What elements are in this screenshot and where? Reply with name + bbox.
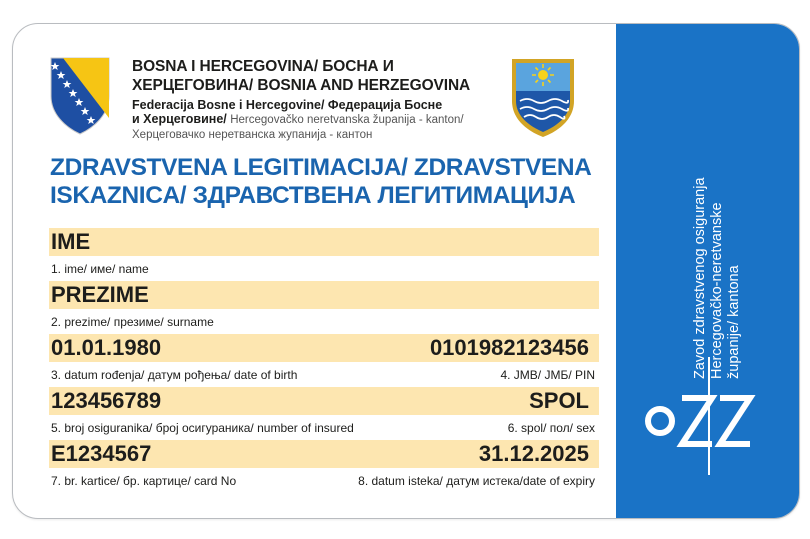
jmb-label: 4. JMB/ ЈМБ/ PIN [500, 368, 595, 382]
institution-line-3: županije/ kantona [726, 265, 742, 379]
insured-value: 123456789 [51, 388, 162, 413]
surname-label: 2. prezime/ презиме/ surname [51, 315, 214, 329]
header-line-2: ХЕРЦЕГОВИНА/ BOSNIA AND HERZEGOVINA [132, 77, 471, 94]
header-line-4-light: Hercegovačko neretvanska županija - kanton/ [230, 114, 464, 126]
insured-label: 5. broj osiguranika/ број осигураника/ number of insured [51, 421, 354, 435]
jmb-value: 0101982123456 [429, 335, 589, 360]
dob-band [49, 334, 599, 362]
dob-label: 3. datum rođenja/ датум рођења/ date of birth [51, 368, 298, 382]
institution-panel [616, 24, 799, 518]
institution-line-2: Hercegovačko-neretvanske [709, 202, 725, 379]
hnk-canton-coat-of-arms-icon [510, 57, 576, 139]
sex-value: SPOL [529, 388, 589, 413]
header-line-3: Federacija Bosne i Hercegovine/ Федерација Босне [132, 98, 443, 112]
bih-coat-of-arms-icon [49, 56, 111, 136]
header-line-4-bold: и Херцеговине/ [132, 112, 227, 126]
sex-label: 6. spol/ пол/ sex [507, 421, 595, 435]
name-band [49, 228, 599, 256]
card-title [50, 154, 591, 210]
name-label: 1. ime/ име/ name [51, 262, 149, 276]
header-line-1: BOSNA I HERCEGOVINA/ БОСНА И [132, 58, 394, 75]
expiry-label: 8. datum isteka/ датум истека/date of expiry [358, 474, 595, 488]
issuer-header [132, 57, 470, 142]
zzo-logo-icon [644, 376, 756, 466]
name-value: IME [51, 229, 91, 254]
card-band [49, 440, 599, 468]
institution-line-1: Zavod zdravstvenog osiguranja [692, 177, 708, 379]
health-insurance-card [12, 23, 800, 519]
surname-value: PREZIME [51, 282, 149, 307]
surname-band [49, 281, 599, 309]
header-line-5: Херцеговачко неретванска жупанија - кантон [132, 129, 373, 141]
card-title-line-1: ZDRAVSTVENA LEGITIMACIJA/ ZDRAVSTVENA [50, 154, 592, 181]
institution-name [692, 79, 743, 379]
expiry-value: 31.12.2025 [478, 441, 589, 466]
card-number-label: 7. br. kartice/ бр. картице/ card No [51, 474, 237, 488]
insured-band [49, 387, 599, 415]
card-title-line-2: ISKAZNICA/ ЗДРАВСТВЕНА ЛЕГИТИМАЦИЈА [50, 182, 576, 209]
dob-value: 01.01.1980 [51, 335, 162, 360]
card-number-value: E1234567 [51, 441, 152, 466]
